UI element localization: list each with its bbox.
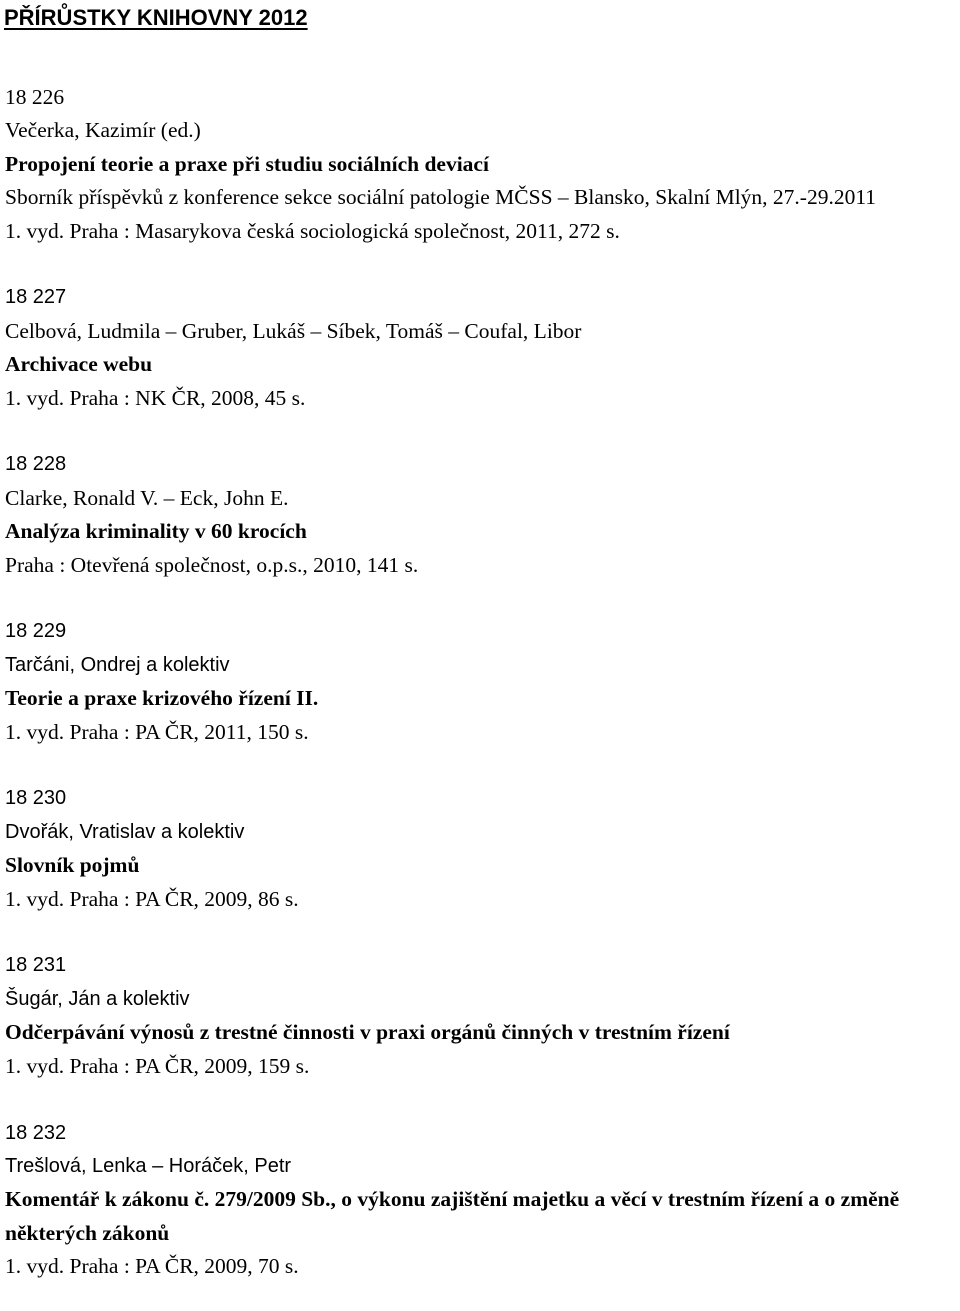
entry-title: Archivace webu	[5, 352, 153, 377]
entry-imprint	[5, 215, 955, 248]
list-item	[5, 448, 955, 582]
entry-number: 18 228	[5, 453, 67, 476]
page-title: PŘÍRŮSTKY KNIHOVNY 2012	[4, 5, 308, 30]
entry-publisher: Praha : Masarykova česká sociologická společnost, 2011, 272 s.	[69, 218, 620, 243]
entry-author: Celbová, Ludmila – Gruber, Lukáš – Síbek, Tomáš – Coufal, Libor	[5, 318, 582, 343]
entry-edition: 1. vyd.	[5, 385, 65, 410]
list-item	[5, 281, 955, 415]
entry-title: Analýza kriminality v 60 krocích	[5, 519, 307, 544]
entry-title: Teorie a praxe krizového řízení II.	[5, 686, 319, 711]
entry-edition: 1. vyd.	[5, 886, 65, 911]
entry-imprint	[5, 716, 955, 749]
list-item	[5, 949, 955, 1083]
entry-publisher: Praha : Otevřená společnost, o.p.s., 2010, 141 s.	[5, 552, 419, 577]
entry-author: Tarčáni, Ondrej a kolektiv	[5, 653, 230, 676]
entry-number: 18 231	[5, 954, 67, 977]
entry-author: Šugár, Ján a kolektiv	[5, 987, 190, 1010]
entry-edition: 1. vyd.	[5, 719, 65, 744]
entry-edition: 1. vyd.	[5, 1254, 65, 1279]
list-item	[5, 782, 955, 916]
entry-number: 18 226	[5, 85, 65, 109]
entry-publisher: Praha : NK ČR, 2008, 45 s.	[69, 385, 306, 410]
entry-edition: 1. vyd.	[5, 218, 65, 243]
list-item	[5, 81, 955, 248]
entry-number: 18 232	[5, 1121, 67, 1144]
entry-title: Propojení teorie a praxe při studiu sociálních deviací	[5, 151, 489, 176]
entry-imprint	[5, 1250, 955, 1283]
list-item	[5, 615, 955, 749]
entry-author: Dvořák, Vratislav a kolektiv	[5, 820, 245, 843]
entry-number: 18 230	[5, 787, 67, 810]
list-item	[5, 1117, 955, 1284]
entry-title: Komentář k zákonu č. 279/2009 Sb., o výkonu zajištění majetku a věcí v trestním řízení a o změně některých zákonů	[5, 1187, 900, 1245]
entry-publisher: Praha : PA ČR, 2009, 159 s.	[69, 1053, 310, 1078]
entry-publisher: Praha : PA ČR, 2009, 70 s.	[69, 1254, 299, 1279]
entry-publisher: Praha : PA ČR, 2009, 86 s.	[69, 886, 299, 911]
entry-number: 18 227	[5, 286, 67, 309]
entry-imprint	[5, 382, 955, 415]
entry-subtitle: Sborník příspěvků z konference sekce sociální patologie MČSS – Blansko, Skalní Mlýn, 27.-29.2011	[5, 185, 877, 210]
acquisitions-list	[5, 81, 955, 1284]
entry-author: Clarke, Ronald V. – Eck, John E.	[5, 485, 289, 510]
entry-edition: 1. vyd.	[5, 1053, 65, 1078]
entry-author: Večerka, Kazimír (ed.)	[5, 118, 201, 143]
entry-title: Odčerpávání výnosů z trestné činnosti v praxi orgánů činných v trestním řízení	[5, 1020, 730, 1045]
entry-author: Trešlová, Lenka – Horáček, Petr	[5, 1154, 292, 1177]
entry-imprint	[5, 883, 955, 916]
entry-number: 18 229	[5, 620, 67, 643]
entry-publisher: Praha : PA ČR, 2011, 150 s.	[69, 719, 309, 744]
entry-title: Slovník pojmů	[5, 853, 140, 878]
entry-imprint	[5, 1050, 955, 1083]
